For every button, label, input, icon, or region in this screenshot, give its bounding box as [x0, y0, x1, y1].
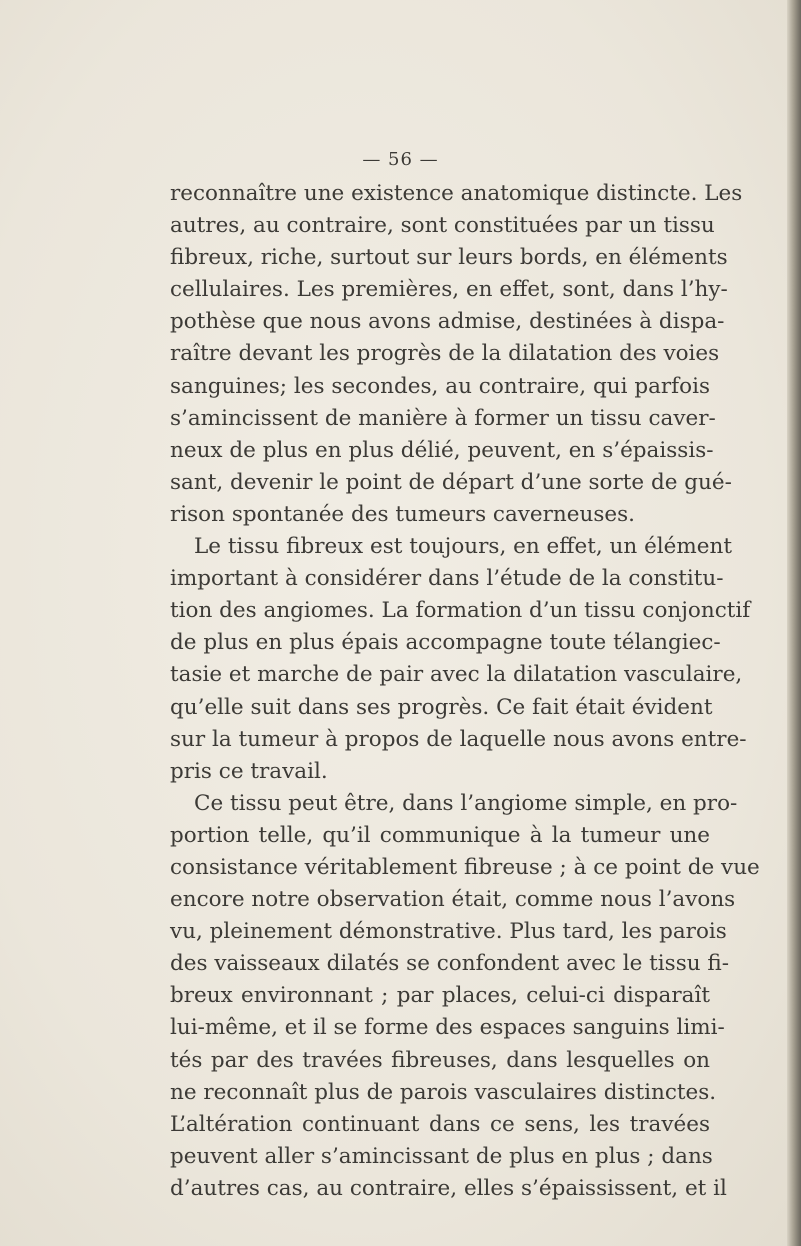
text-line: lui-même, et il se forme des espaces sanguins limi-: [170, 1015, 725, 1041]
text-line: encore notre observation était, comme nous l’avons: [170, 887, 736, 913]
text-line: sant, devenir le point de départ d’une sorte de gué-: [170, 469, 732, 495]
paragraph: [170, 788, 760, 1205]
text-line: sanguines; les secondes, au contraire, qui parfois: [170, 373, 710, 399]
page-edge-shadow: [787, 0, 801, 1246]
text-line: cellulaires. Les premières, en effet, sont, dans l’hy-: [170, 277, 728, 303]
body-text: [170, 178, 760, 1205]
text-line: tasie et marche de pair avec la dilatation vasculaire,: [170, 662, 743, 688]
text-line: neux de plus en plus délié, peuvent, en s’épaissis-: [170, 437, 714, 463]
paragraph: [170, 531, 751, 788]
text-line: fibreux, riche, surtout sur leurs bords, en éléments: [170, 245, 728, 271]
text-line: sur la tumeur à propos de laquelle nous avons entre-: [170, 726, 747, 752]
text-line: raître devant les progrès de la dilatation des voies: [170, 341, 720, 367]
text-line: qu’elle suit dans ses progrès. Ce fait était évident: [170, 694, 713, 720]
text-line: reconnaître une existence anatomique distincte. Les: [170, 181, 743, 206]
text-line: tés par des travées fibreuses, dans lesquelles on: [170, 1047, 710, 1073]
page-number: — 56 —: [362, 149, 439, 170]
text-line: Ce tissu peut être, dans l’angiome simple, en pro-: [194, 790, 738, 816]
text-line: pris ce travail.: [170, 758, 328, 784]
text-line: peuvent aller s’amincissant de plus en plus ; dans: [170, 1143, 713, 1169]
text-line: L’altération continuant dans ce sens, les travées: [170, 1111, 710, 1137]
text-line: de plus en plus épais accompagne toute télangiec-: [170, 630, 721, 656]
text-line: pothèse que nous avons admise, destinées à dispa-: [170, 309, 725, 335]
text-line: important à considérer dans l’étude de la constitu-: [170, 566, 724, 592]
text-line: portion telle, qu’il communique à la tumeur une: [170, 822, 710, 848]
paragraph: [170, 178, 743, 531]
text-line: s’amincissent de manière à former un tissu caver-: [170, 405, 716, 431]
text-line: rison spontanée des tumeurs caverneuses.: [170, 501, 635, 527]
text-line: des vaisseaux dilatés se confondent avec le tissu fi-: [170, 951, 730, 977]
text-line: consistance véritablement fibreuse ; à ce point de vue: [170, 854, 760, 880]
text-line: vu, pleinement démonstrative. Plus tard, les parois: [170, 919, 727, 945]
text-line: autres, au contraire, sont constituées par un tissu: [170, 213, 715, 239]
text-line: tion des angiomes. La formation d’un tissu conjonctif: [170, 598, 751, 624]
text-line: Le tissu fibreux est toujours, en effet, un élément: [194, 534, 732, 560]
text-line: ne reconnaît plus de parois vasculaires distinctes.: [170, 1079, 717, 1105]
text-line: d’autres cas, au contraire, elles s’épaississent, et il: [170, 1175, 727, 1201]
text-line: breux environnant ; par places, celui-ci disparaît: [170, 983, 710, 1009]
